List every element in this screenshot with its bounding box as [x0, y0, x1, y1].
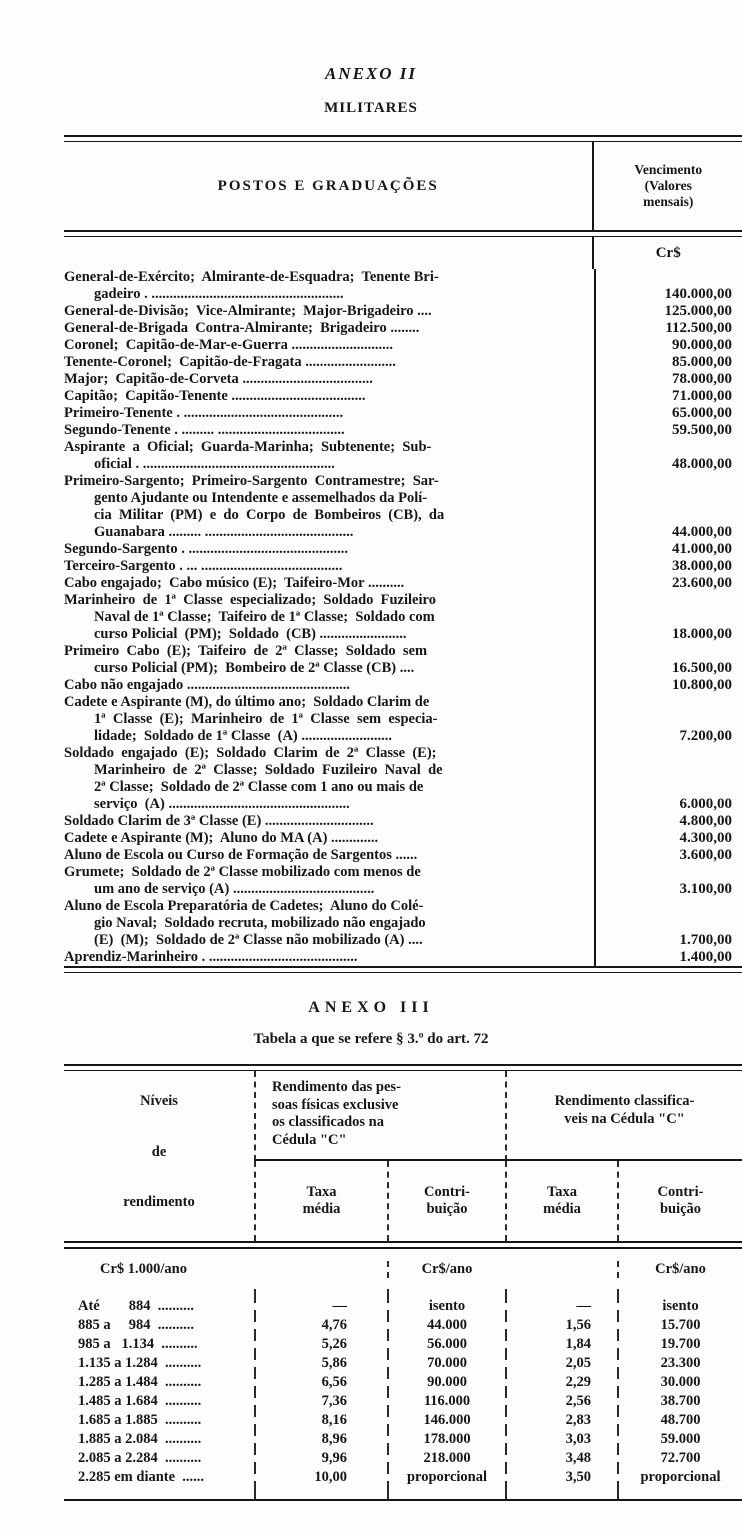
- row-line: 2ª Classe; Soldado de 2ª Classe com 1 ano ou mais de: [94, 779, 424, 795]
- row-value: 1.700,00: [594, 898, 742, 949]
- header-line: os classificados na: [272, 1114, 384, 1130]
- row-nivel: 885 a 984 ..........: [78, 1317, 194, 1333]
- anexo3-subtitle: Tabela a que se refere § 3.º do art. 72: [253, 1031, 489, 1047]
- row-value: 90.000,00: [594, 337, 742, 354]
- table-row: [64, 813, 742, 830]
- row-contribuicao-2: isento: [617, 1297, 742, 1316]
- header-line: Rendimento classifica-: [554, 1093, 695, 1109]
- table-row: [64, 898, 742, 949]
- anexo2-title: ANEXO II: [324, 64, 418, 83]
- row-label: [64, 541, 594, 558]
- row-line: oficial . .....................................................: [94, 456, 335, 472]
- row-line: Naval de 1ª Classe; Taifeiro de 1ª Classe; Soldado com: [94, 609, 435, 625]
- row-contribuicao-1: 178.000: [387, 1430, 505, 1449]
- niveis-header: [64, 1071, 254, 1241]
- header-line: rendimento: [123, 1194, 195, 1210]
- table-row: [64, 388, 742, 405]
- table-row: [64, 558, 742, 575]
- anexo2-subtitle: MILITARES: [324, 100, 418, 116]
- row-line: Cabo engajado; Cabo músico (E); Taifeiro-Mor ..........: [64, 575, 405, 591]
- row-label: [64, 898, 594, 949]
- row-taxa-1: 4,76: [254, 1316, 387, 1335]
- row-line: Guanabara ......... .........................................: [94, 524, 354, 540]
- row-taxa-1: 10,00: [254, 1468, 387, 1487]
- table-row: [64, 847, 742, 864]
- row-line: Primeiro-Sargento; Primeiro-Sargento Contramestre; Sar-: [64, 473, 439, 489]
- header-line: média: [302, 1201, 341, 1217]
- row-contribuicao-2: 38.700: [617, 1392, 742, 1411]
- header-line: Níveis: [140, 1093, 178, 1109]
- row-nivel: 1.285 a 1.484 ..........: [78, 1374, 202, 1390]
- row-line: Cadete e Aspirante (M), do último ano; Soldado Clarim de: [64, 694, 430, 710]
- row-label: [64, 949, 594, 966]
- row-label: [64, 745, 594, 813]
- table-row: [64, 337, 742, 354]
- row-contribuicao-1: 146.000: [387, 1411, 505, 1430]
- row-value: 3.600,00: [594, 847, 742, 864]
- units-row: [64, 1249, 742, 1289]
- contribuicao-header-1: [387, 1161, 505, 1241]
- row-value: 18.000,00: [594, 592, 742, 643]
- row-line: Tenente-Coronel; Capitão-de-Fragata .........................: [64, 354, 396, 370]
- header-line: de: [151, 1143, 167, 1160]
- table-rule: [64, 230, 742, 237]
- row-taxa-1: 6,56: [254, 1373, 387, 1392]
- tax-table-row: [64, 1354, 742, 1373]
- row-label: [64, 303, 594, 320]
- row-taxa-2: 2,05: [505, 1354, 617, 1373]
- niveis-unit: Cr$ 1.000/ano: [100, 1260, 187, 1277]
- row-taxa-1: 7,36: [254, 1392, 387, 1411]
- header-line: Taxa: [306, 1184, 337, 1200]
- row-value: 112.500,00: [594, 320, 742, 337]
- row-line: Grumete; Soldado de 2ª Classe mobilizado com menos de: [64, 864, 421, 880]
- row-value: 78.000,00: [594, 371, 742, 388]
- row-line: Segundo-Sargento . ............................................: [64, 541, 348, 557]
- header-line: soas físicas exclusive: [272, 1096, 399, 1113]
- header-line: mensais): [643, 194, 694, 209]
- header-line: média: [543, 1201, 581, 1217]
- row-line: Soldado Clarim de 3ª Classe (E) ..............................: [64, 813, 374, 829]
- row-line: gento Ajudante ou Intendente e assemelhados da Polí-: [94, 490, 428, 506]
- anexo3-rows: [64, 1297, 742, 1487]
- row-contribuicao-2: 72.700: [617, 1449, 742, 1468]
- row-value: 65.000,00: [594, 405, 742, 422]
- row-contribuicao-1: 44.000: [387, 1316, 505, 1335]
- row-line: lidade; Soldado de 1ª Classe (A) .........................: [94, 728, 392, 744]
- anexo3-header: [64, 1071, 742, 1241]
- row-line: (E) (M); Soldado de 2ª Classe não mobilizado (A) ....: [94, 932, 423, 948]
- table-row: [64, 575, 742, 592]
- row-line: Aluno de Escola Preparatória de Cadetes; Aluno do Colé-: [64, 898, 424, 914]
- tax-table-row: [64, 1373, 742, 1392]
- row-label: [64, 694, 594, 745]
- postos-header: POSTOS E GRADUAÇÕES: [217, 177, 439, 194]
- row-line: Cabo não engajado .............................................: [64, 677, 350, 693]
- tax-table-row: [64, 1468, 742, 1487]
- row-label: [64, 422, 594, 439]
- row-nivel: 2.285 em diante ......: [78, 1469, 205, 1485]
- row-line: Major; Capitão-de-Corveta ....................................: [64, 371, 373, 387]
- row-contribuicao-1: 56.000: [387, 1335, 505, 1354]
- row-line: Segundo-Tenente . ......... ...................................: [64, 422, 345, 438]
- row-line: gio Naval; Soldado recruta, mobilizado não engajado: [94, 915, 426, 931]
- row-taxa-2: 2,83: [505, 1411, 617, 1430]
- row-taxa-2: 1,56: [505, 1316, 617, 1335]
- row-label: [64, 337, 594, 354]
- header-line: buição: [659, 1201, 702, 1217]
- table-row: [64, 320, 742, 337]
- row-line: Coronel; Capitão-de-Mar-e-Guerra ............................: [64, 337, 394, 353]
- row-value: 125.000,00: [594, 303, 742, 320]
- row-contribuicao-2: 30.000: [617, 1373, 742, 1392]
- row-line: Primeiro-Tenente . ............................................: [64, 405, 344, 421]
- row-nivel: 2.085 a 2.284 ..........: [78, 1450, 202, 1466]
- row-taxa-2: 1,84: [505, 1335, 617, 1354]
- row-label: [64, 813, 594, 830]
- row-value: 71.000,00: [594, 388, 742, 405]
- row-nivel: Até 884 ..........: [78, 1298, 194, 1314]
- table-row: [64, 949, 742, 966]
- row-line: Capitão; Capitão-Tenente .....................................: [64, 388, 366, 404]
- table-row: [64, 745, 742, 813]
- row-value: 48.000,00: [594, 439, 742, 473]
- row-taxa-1: 9,96: [254, 1449, 387, 1468]
- row-line: Aluno de Escola ou Curso de Formação de Sargentos ......: [64, 847, 418, 863]
- row-label: [64, 847, 594, 864]
- row-label: [64, 354, 594, 371]
- row-contribuicao-1: 218.000: [387, 1449, 505, 1468]
- row-contribuicao-2: 15.700: [617, 1316, 742, 1335]
- row-taxa-2: 2,56: [505, 1392, 617, 1411]
- row-line: Marinheiro de 1ª Classe especializado; Soldado Fuzileiro: [64, 592, 436, 608]
- row-contribuicao-1: isento: [387, 1297, 505, 1316]
- row-contribuicao-1: 116.000: [387, 1392, 505, 1411]
- table-row: [64, 303, 742, 320]
- row-line: gadeiro . .....................................................: [94, 286, 344, 302]
- row-value: 44.000,00: [594, 473, 742, 541]
- row-nivel: 985 a 1.134 ..........: [78, 1336, 198, 1352]
- row-taxa-2: —: [505, 1297, 617, 1316]
- row-value: 140.000,00: [594, 269, 742, 303]
- table-row: [64, 830, 742, 847]
- row-value: 3.100,00: [594, 864, 742, 898]
- table-row: [64, 643, 742, 677]
- row-line: serviço (A) ..................................................: [94, 796, 350, 812]
- row-value: 4.300,00: [594, 830, 742, 847]
- table-rule: [64, 966, 742, 973]
- row-label: [64, 269, 594, 303]
- table-row: [64, 354, 742, 371]
- row-line: Soldado engajado (E); Soldado Clarim de 2ª Classe (E);: [64, 745, 437, 761]
- tax-table-row: [64, 1335, 742, 1354]
- row-contribuicao-1: 90.000: [387, 1373, 505, 1392]
- row-taxa-1: 5,26: [254, 1335, 387, 1354]
- table-row: [64, 541, 742, 558]
- row-value: 7.200,00: [594, 694, 742, 745]
- table-row: [64, 405, 742, 422]
- table-rule: [64, 1499, 742, 1501]
- table-row: [64, 677, 742, 694]
- row-line: 1ª Classe (E); Marinheiro de 1ª Classe sem especia-: [94, 711, 438, 727]
- row-value: 41.000,00: [594, 541, 742, 558]
- row-label: [64, 473, 594, 541]
- vencimento-header: [592, 142, 742, 230]
- tax-table-row: [64, 1430, 742, 1449]
- row-taxa-2: 3,03: [505, 1430, 617, 1449]
- header-line: veis na Cédula "C": [564, 1110, 685, 1127]
- row-value: 6.000,00: [594, 745, 742, 813]
- row-label: [64, 864, 594, 898]
- header-line: (Valores: [644, 178, 692, 193]
- row-contribuicao-1: 70.000: [387, 1354, 505, 1373]
- row-label: [64, 388, 594, 405]
- row-line: Aspirante a Oficial; Guarda-Marinha; Subtenente; Sub-: [64, 439, 432, 455]
- table-rule: [64, 135, 742, 142]
- row-contribuicao-2: 59.000: [617, 1430, 742, 1449]
- row-line: Terceiro-Sargento . ... .......................................: [64, 558, 343, 574]
- row-contribuicao-2: 23.300: [617, 1354, 742, 1373]
- row-taxa-2: 3,50: [505, 1468, 617, 1487]
- row-line: Primeiro Cabo (E); Taifeiro de 2ª Classe; Soldado sem: [64, 643, 428, 659]
- row-line: um ano de serviço (A) .......................................: [94, 881, 375, 897]
- row-nivel: 1.685 a 1.885 ..........: [78, 1412, 202, 1428]
- row-label: [64, 643, 594, 677]
- anexo2-rows: [64, 269, 742, 966]
- anexo2-table: [64, 135, 742, 973]
- table-row: [64, 371, 742, 388]
- row-contribuicao-2: proporcional: [617, 1468, 742, 1487]
- row-line: Aprendiz-Marinheiro . .........................................: [64, 949, 358, 965]
- row-label: [64, 558, 594, 575]
- header-line: Cédula "C": [272, 1131, 347, 1148]
- row-line: Cadete e Aspirante (M); Aluno do MA (A) .............: [64, 830, 379, 846]
- header-line: buição: [426, 1201, 468, 1217]
- row-label: [64, 830, 594, 847]
- header-line: Taxa: [546, 1184, 578, 1200]
- table-row: [64, 864, 742, 898]
- table-row: [64, 592, 742, 643]
- anexo3-title: ANEXO III: [308, 999, 434, 1016]
- row-nivel: 1.885 a 2.084 ..........: [78, 1431, 202, 1447]
- row-label: [64, 677, 594, 694]
- row-value: 4.800,00: [594, 813, 742, 830]
- tax-table-row: [64, 1449, 742, 1468]
- group2-header: [505, 1071, 742, 1161]
- contribuicao-header-2: [617, 1161, 742, 1241]
- row-value: 85.000,00: [594, 354, 742, 371]
- table-row: [64, 694, 742, 745]
- row-taxa-1: —: [254, 1297, 387, 1316]
- row-line: curso Policial (PM); Bombeiro de 2ª Classe (CB) ....: [94, 660, 415, 676]
- table-row: [64, 269, 742, 303]
- tax-table-row: [64, 1392, 742, 1411]
- table-rule: [64, 1241, 742, 1249]
- currency-label: Cr$: [592, 237, 742, 269]
- row-nivel: 1.485 a 1.684 ..........: [78, 1393, 202, 1409]
- row-contribuicao-2: 48.700: [617, 1411, 742, 1430]
- row-line: General-de-Divisão; Vice-Almirante; Major-Brigadeiro ....: [64, 303, 432, 319]
- row-label: [64, 371, 594, 388]
- row-label: [64, 575, 594, 592]
- table-row: [64, 422, 742, 439]
- tax-table-row: [64, 1297, 742, 1316]
- row-line: cia Militar (PM) e do Corpo de Bombeiros (CB), da: [94, 507, 445, 523]
- contrib1-unit: Cr$/ano: [387, 1261, 505, 1278]
- row-taxa-1: 5,86: [254, 1354, 387, 1373]
- row-line: General-de-Exército; Almirante-de-Esquadra; Tenente Bri-: [64, 269, 439, 285]
- row-nivel: 1.135 a 1.284 ..........: [78, 1355, 202, 1371]
- row-label: [64, 592, 594, 643]
- row-value: 38.000,00: [594, 558, 742, 575]
- row-label: [64, 405, 594, 422]
- row-value: 16.500,00: [594, 643, 742, 677]
- anexo3-table: [64, 1064, 742, 1501]
- row-label: [64, 439, 594, 473]
- row-value: 1.400,00: [594, 949, 742, 966]
- row-contribuicao-2: 19.700: [617, 1335, 742, 1354]
- header-line: Vencimento: [634, 162, 703, 177]
- header-line: Rendimento das pes-: [272, 1079, 401, 1095]
- row-label: [64, 320, 594, 337]
- row-line: Marinheiro de 2ª Classe; Soldado Fuzileiro Naval de: [94, 762, 443, 778]
- row-taxa-2: 2,29: [505, 1373, 617, 1392]
- row-taxa-1: 8,96: [254, 1430, 387, 1449]
- row-value: 59.500,00: [594, 422, 742, 439]
- table-rule: [64, 1064, 742, 1071]
- row-line: curso Policial (PM); Soldado (CB) ........................: [94, 626, 407, 642]
- header-line: Contri-: [657, 1184, 704, 1200]
- tax-table-row: [64, 1316, 742, 1335]
- row-line: General-de-Brigada Contra-Almirante; Brigadeiro ........: [64, 320, 420, 336]
- row-value: 23.600,00: [594, 575, 742, 592]
- row-taxa-1: 8,16: [254, 1411, 387, 1430]
- row-value: 10.800,00: [594, 677, 742, 694]
- anexo2-header-row: [64, 142, 742, 230]
- tax-table-row: [64, 1411, 742, 1430]
- taxa-media-header-1: [254, 1161, 387, 1241]
- currency-row: [64, 237, 742, 269]
- header-line: Contri-: [424, 1184, 470, 1200]
- contrib2-unit: Cr$/ano: [617, 1261, 742, 1278]
- table-row: [64, 473, 742, 541]
- row-contribuicao-1: proporcional: [387, 1468, 505, 1487]
- group1-header: [254, 1071, 505, 1161]
- row-taxa-2: 3,48: [505, 1449, 617, 1468]
- table-row: [64, 439, 742, 473]
- taxa-media-header-2: [505, 1161, 617, 1241]
